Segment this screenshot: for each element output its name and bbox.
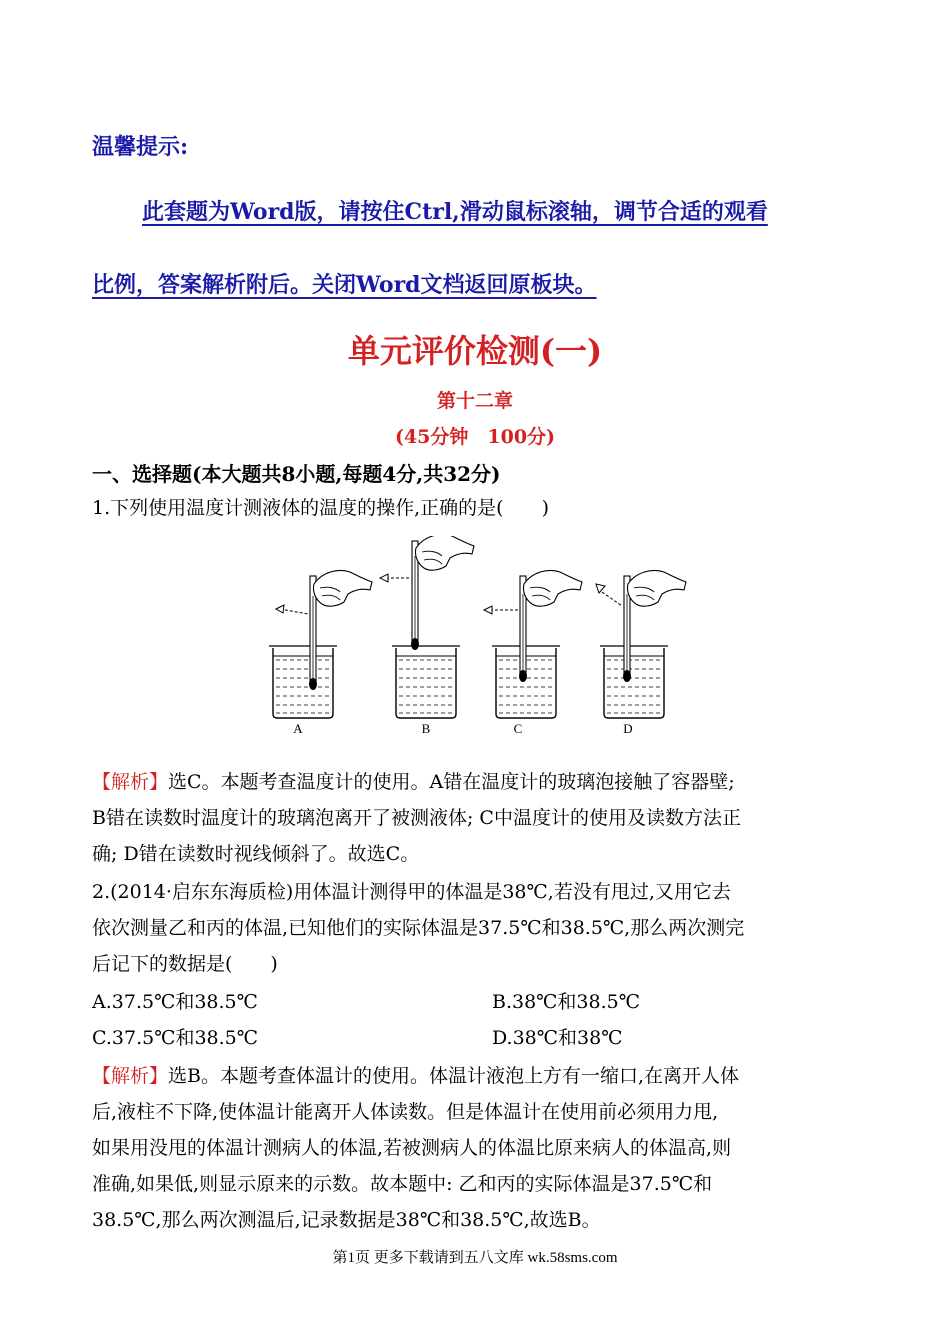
q2-analysis-line-5: 38.5℃,那么两次测温后,记录数据是38℃和38.5℃,故选B。 bbox=[92, 1209, 601, 1231]
q2-option-a: A.37.5℃和38.5℃ bbox=[92, 991, 258, 1013]
analysis-text: 选C。本题考查温度计的使用。A错在温度计的玻璃泡接触了容器壁; bbox=[168, 771, 735, 793]
section-heading: 一、选择题(本大题共8小题,每题4分,共32分) bbox=[92, 462, 501, 486]
analysis-tag: 【解析】 bbox=[92, 1065, 169, 1087]
q2-analysis-line-4: 准确,如果低,则显示原来的示数。故本题中: 乙和丙的实际体温是37.5℃和 bbox=[92, 1173, 713, 1195]
q2-analysis-line-1 bbox=[92, 1064, 739, 1088]
q2-option-c: C.37.5℃和38.5℃ bbox=[92, 1027, 259, 1049]
figure-label-c: C bbox=[513, 721, 523, 736]
diagram-b bbox=[380, 536, 474, 718]
chapter-label: 第十二章 bbox=[436, 390, 513, 412]
q2-option-b: B.38℃和38.5℃ bbox=[492, 991, 640, 1013]
question-2-stem-2: 依次测量乙和丙的体温,已知他们的实际体温是37.5℃和38.5℃,那么两次测完 bbox=[92, 917, 745, 939]
tip-line-1: 此套题为Word版，请按住Ctrl,滑动鼠标滚轴，调节合适的观看 bbox=[142, 199, 768, 225]
figure-label-d: D bbox=[623, 721, 633, 736]
thermometer-figure bbox=[268, 536, 688, 746]
q2-option-d: D.38℃和38℃ bbox=[492, 1027, 623, 1049]
question-2-stem-1: 2.(2014·启东东海质检)用体温计测得甲的体温是38℃,若没有甩过,又用它去 bbox=[92, 881, 731, 903]
figure-label-a: A bbox=[293, 721, 303, 736]
question-2-stem-3: 后记下的数据是( ) bbox=[92, 953, 278, 975]
analysis-tag: 【解析】 bbox=[92, 771, 169, 793]
q1-analysis-line-1 bbox=[92, 770, 735, 794]
diagram-c bbox=[484, 571, 582, 719]
diagram-a bbox=[269, 571, 372, 719]
q1-analysis-line-3: 确; D错在读数时视线倾斜了。故选C。 bbox=[92, 843, 420, 865]
analysis-text: 选B。本题考查体温计的使用。体温计液泡上方有一缩口,在离开人体 bbox=[168, 1065, 740, 1087]
q2-analysis-line-2: 后,液柱不下降,使体温计能离开人体读数。但是体温计在使用前必须用力甩, bbox=[92, 1101, 719, 1123]
tip-title: 温馨提示: bbox=[92, 134, 189, 160]
time-score-label: (45分钟 100分) bbox=[394, 426, 556, 448]
page-footer: 第1页 更多下载请到五八文库 wk.58sms.com bbox=[332, 1250, 618, 1266]
diagram-d bbox=[596, 571, 686, 719]
q1-analysis-line-2: B错在读数时温度计的玻璃泡离开了被测液体; C中温度计的使用及读数方法正 bbox=[92, 807, 741, 829]
q2-analysis-line-3: 如果用没甩的体温计测病人的体温,若被测病人的体温比原来病人的体温高,则 bbox=[92, 1137, 732, 1159]
tip-line-2: 比例，答案解析附后。关闭Word文档返回原板块。 bbox=[92, 272, 597, 298]
question-1-stem: 1.下列使用温度计测液体的温度的操作,正确的是( ) bbox=[92, 497, 549, 519]
figure-label-b: B bbox=[421, 721, 431, 736]
document-title: 单元评价检测(一) bbox=[347, 332, 603, 370]
